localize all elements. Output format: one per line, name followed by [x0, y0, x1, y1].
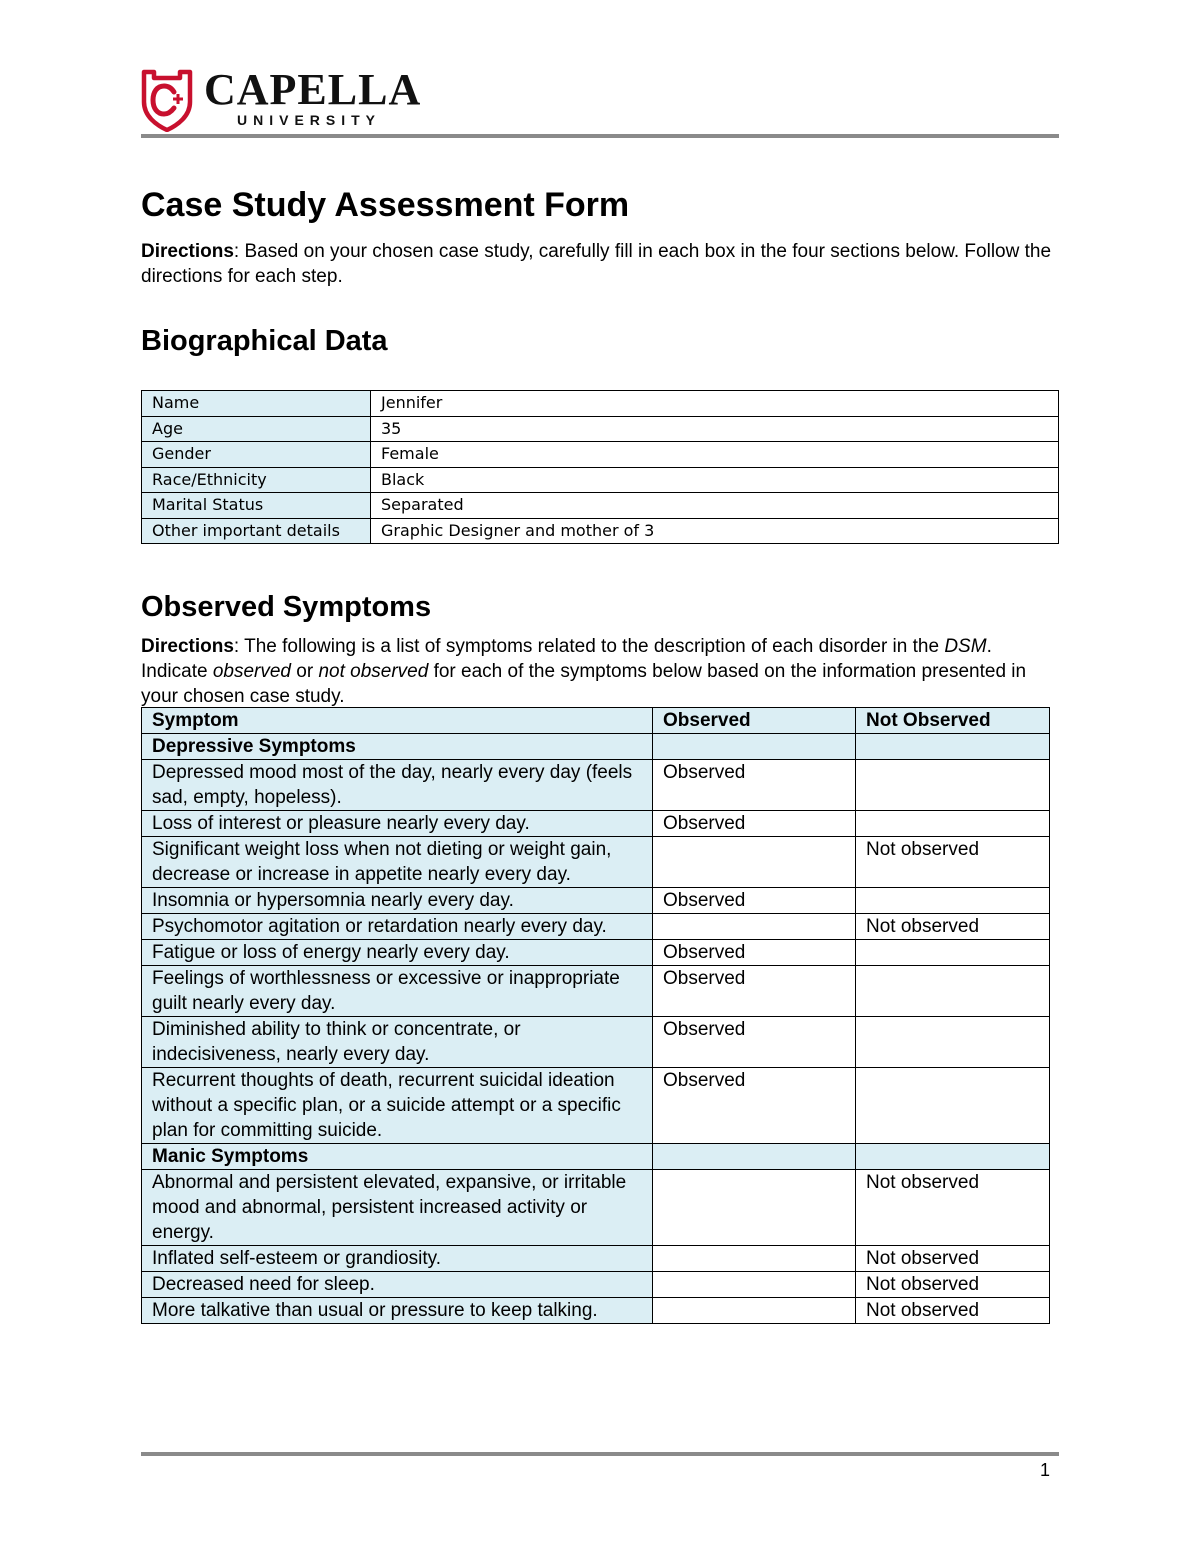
bio-row [142, 391, 1059, 417]
not-observed-cell: Not observed [856, 1246, 1050, 1272]
not-observed-cell [856, 811, 1050, 837]
symptom-row [142, 760, 1050, 811]
symptom-row [142, 914, 1050, 940]
not-observed-cell [856, 888, 1050, 914]
shield-icon [140, 68, 194, 132]
category-label: Depressive Symptoms [142, 734, 653, 760]
bio-row [142, 518, 1059, 544]
page-number: 1 [1040, 1460, 1051, 1480]
directions-label: Directions [141, 241, 234, 262]
symptoms-directions-text: . Indicate [141, 636, 992, 682]
col-observed-header: Observed [653, 708, 856, 734]
bio-value: 35 [371, 416, 1059, 442]
logo-wordmark: CAPELLA [204, 65, 422, 114]
not-observed-cell [856, 760, 1050, 811]
bio-row [142, 416, 1059, 442]
observed-cell [653, 1170, 856, 1246]
observed-cell: Observed [653, 940, 856, 966]
category-cell [653, 1144, 856, 1170]
bio-value: Jennifer [371, 391, 1059, 417]
symptom-cell: Depressed mood most of the day, nearly every day (feels sad, empty, hopeless). [142, 760, 653, 811]
page-title: Case Study Assessment Form [141, 186, 630, 224]
category-row [142, 1144, 1050, 1170]
observed-cell [653, 837, 856, 888]
not-observed-cell: Not observed [856, 1170, 1050, 1246]
symptom-cell: Feelings of worthlessness or excessive or inappropriate guilt nearly every day. [142, 966, 653, 1017]
observed-cell [653, 1246, 856, 1272]
symptoms-directions-text: : The following is a list of symptoms related to the description of each disorder in the [233, 636, 945, 657]
symptom-row [142, 1170, 1050, 1246]
symptom-cell: Inflated self-esteem or grandiosity. [142, 1246, 653, 1272]
bio-label: Race/Ethnicity [142, 467, 371, 493]
bio-row [142, 493, 1059, 519]
directions-text: : Based on your chosen case study, carefully fill in each box in the four sections below. Follow the directions for each step. [141, 241, 1052, 287]
symptoms-directions-text: for each of the symptoms below based on the information presented in your chosen case study. [141, 661, 1027, 707]
bio-label: Gender [142, 442, 371, 468]
symptom-cell: Abnormal and persistent elevated, expansive, or irritable mood and abnormal, persistent increased activity or energy. [142, 1170, 653, 1246]
symptom-row [142, 1068, 1050, 1144]
symptom-row [142, 1246, 1050, 1272]
symptom-cell: Psychomotor agitation or retardation nearly every day. [142, 914, 653, 940]
observed-cell [653, 914, 856, 940]
observed-cell: Observed [653, 966, 856, 1017]
bio-value: Graphic Designer and mother of 3 [371, 518, 1059, 544]
footer-divider [141, 1452, 1059, 1456]
symptom-cell: Fatigue or loss of energy nearly every day. [142, 940, 653, 966]
not-observed-cell: Not observed [856, 837, 1050, 888]
not-observed-cell [856, 1068, 1050, 1144]
symptom-cell: Insomnia or hypersomnia nearly every day. [142, 888, 653, 914]
bio-value: Female [371, 442, 1059, 468]
table-header-row [142, 708, 1050, 734]
symptom-row [142, 837, 1050, 888]
symptom-row [142, 811, 1050, 837]
symptoms-table [141, 707, 1050, 1324]
section-heading-symptoms: Observed Symptoms [141, 591, 432, 623]
bio-row [142, 467, 1059, 493]
col-not-observed-header: Not Observed [856, 708, 1050, 734]
not-observed-cell [856, 1017, 1050, 1068]
biographical-table [141, 390, 1059, 544]
observed-term: observed [212, 661, 291, 682]
symptoms-directions [141, 634, 1059, 709]
not-observed-cell: Not observed [856, 1272, 1050, 1298]
symptom-cell: Loss of interest or pleasure nearly every day. [142, 811, 653, 837]
category-row [142, 734, 1050, 760]
symptom-cell: Decreased need for sleep. [142, 1272, 653, 1298]
directions-paragraph [141, 239, 1059, 289]
category-cell [856, 734, 1050, 760]
not-observed-cell: Not observed [856, 914, 1050, 940]
not-observed-cell: Not observed [856, 1298, 1050, 1324]
symptom-row [142, 966, 1050, 1017]
symptom-row [142, 1298, 1050, 1324]
symptom-row [142, 1272, 1050, 1298]
dsm-term: DSM [944, 636, 987, 657]
bio-value: Separated [371, 493, 1059, 519]
col-symptom-header: Symptom [142, 708, 653, 734]
observed-cell: Observed [653, 760, 856, 811]
bio-row [142, 442, 1059, 468]
not-observed-cell [856, 966, 1050, 1017]
not-observed-term: not observed [318, 661, 429, 682]
symptoms-directions-label: Directions [141, 636, 234, 657]
bio-label: Other important details [142, 518, 371, 544]
observed-cell: Observed [653, 1017, 856, 1068]
bio-label: Marital Status [142, 493, 371, 519]
observed-cell [653, 1298, 856, 1324]
observed-cell: Observed [653, 888, 856, 914]
observed-cell: Observed [653, 811, 856, 837]
observed-cell [653, 1272, 856, 1298]
symptoms-directions-text: or [291, 661, 319, 682]
symptom-cell: Significant weight loss when not dieting or weight gain, decrease or increase in appetite nearly every day. [142, 837, 653, 888]
capella-logo [140, 65, 430, 134]
header-divider [141, 134, 1059, 138]
observed-cell: Observed [653, 1068, 856, 1144]
section-heading-biographical: Biographical Data [141, 325, 388, 357]
bio-value: Black [371, 467, 1059, 493]
category-cell [653, 734, 856, 760]
symptom-row [142, 940, 1050, 966]
symptom-row [142, 1017, 1050, 1068]
symptom-row [142, 888, 1050, 914]
logo-subtitle: UNIVERSITY [237, 112, 382, 128]
bio-label: Name [142, 391, 371, 417]
symptom-cell: More talkative than usual or pressure to keep talking. [142, 1298, 653, 1324]
category-cell [856, 1144, 1050, 1170]
bio-label: Age [142, 416, 371, 442]
category-label: Manic Symptoms [142, 1144, 653, 1170]
not-observed-cell [856, 940, 1050, 966]
symptom-cell: Diminished ability to think or concentrate, or indecisiveness, nearly every day. [142, 1017, 653, 1068]
symptom-cell: Recurrent thoughts of death, recurrent suicidal ideation without a specific plan, or a suicide attempt or a specific plan for committing suicide. [142, 1068, 653, 1144]
